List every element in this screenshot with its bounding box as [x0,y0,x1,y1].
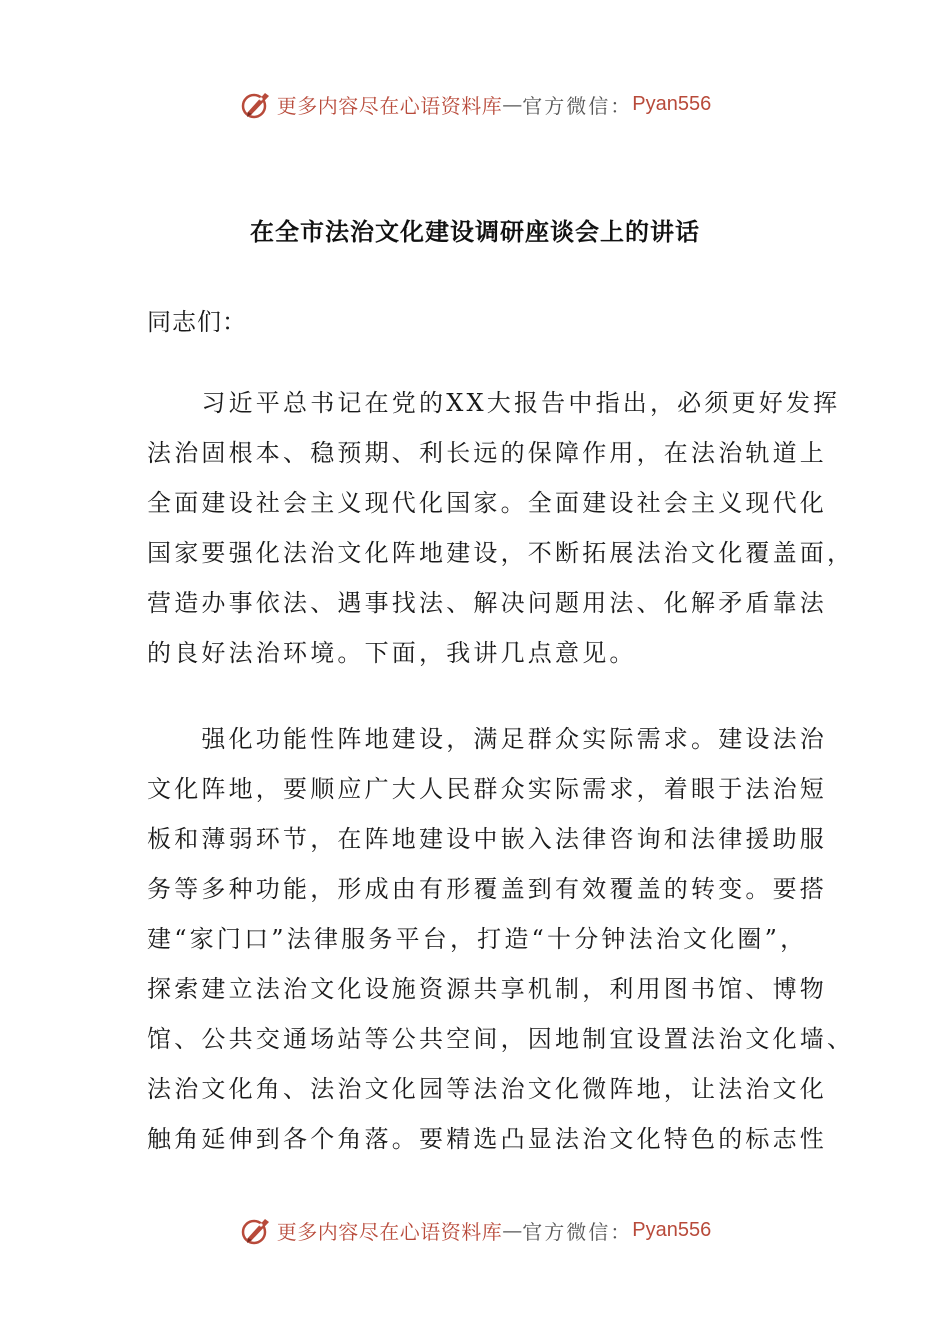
watermark-banner-bottom [0,1210,950,1250]
paragraph-line: 全面建设社会主义现代化国家。全面建设社会主义现代化 [147,489,827,517]
paragraph-line: 探索建立法治文化设施资源共享机制，利用图书馆、博物 [147,975,827,1003]
paragraph-line: 营造办事依法、遇事找法、解决问题用法、化解矛盾靠法 [147,589,827,617]
pen-nib-logo-icon [239,1213,273,1247]
watermark-separator: — [502,1218,523,1242]
paragraph-line: 强化功能性阵地建设，满足群众实际需求。建设法治 [147,725,827,753]
document-title: 在全市法治文化建设调研座谈会上的讲话 [250,218,700,246]
paragraph-line: 触角延伸到各个角落。要精选凸显法治文化特色的标志性 [147,1125,827,1153]
watermark-banner-top [0,84,950,124]
paragraph-2 [147,714,855,1164]
paragraph-line: 务等多种功能，形成由有形覆盖到有效覆盖的转变。要搭 [147,875,827,903]
watermark-text: 更多内容尽在心语资料库 [276,93,503,118]
paragraph-line: 板和薄弱环节，在阵地建设中嵌入法律咨询和法律援助服 [147,825,827,853]
paragraph-line: 文化阵地，要顺应广大人民群众实际需求，着眼于法治短 [147,775,827,803]
salutation: 同志们： [147,308,247,336]
paragraph-line: 法治固根本、稳预期、利长远的保障作用，在法治轨道上 [147,439,827,467]
watermark-wechat-label: 官方微信： [522,1219,633,1244]
watermark-wechat-id: Pyan556 [632,1218,712,1241]
paragraph-line: 国家要强化法治文化阵地建设，不断拓展法治文化覆盖面， [147,539,855,567]
watermark-wechat-id: Pyan556 [632,92,712,115]
watermark-wechat-label: 官方微信： [522,93,633,118]
paragraph-line: 法治文化角、法治文化园等法治文化微阵地，让法治文化 [147,1075,827,1103]
paragraph-line: 建“家门口”法律服务平台，打造“十分钟法治文化圈”， [147,925,808,953]
watermark-separator: — [502,92,523,116]
paragraph-line: 习近平总书记在党的XX大报告中指出，必须更好发挥 [147,389,841,417]
watermark-text: 更多内容尽在心语资料库 [276,1219,503,1244]
paragraph-1 [147,378,855,678]
paragraph-line: 馆、公共交通场站等公共空间，因地制宜设置法治文化墙、 [147,1025,855,1053]
pen-nib-logo-icon [239,87,273,121]
paragraph-line: 的良好法治环境。下面，我讲几点意见。 [147,639,637,667]
